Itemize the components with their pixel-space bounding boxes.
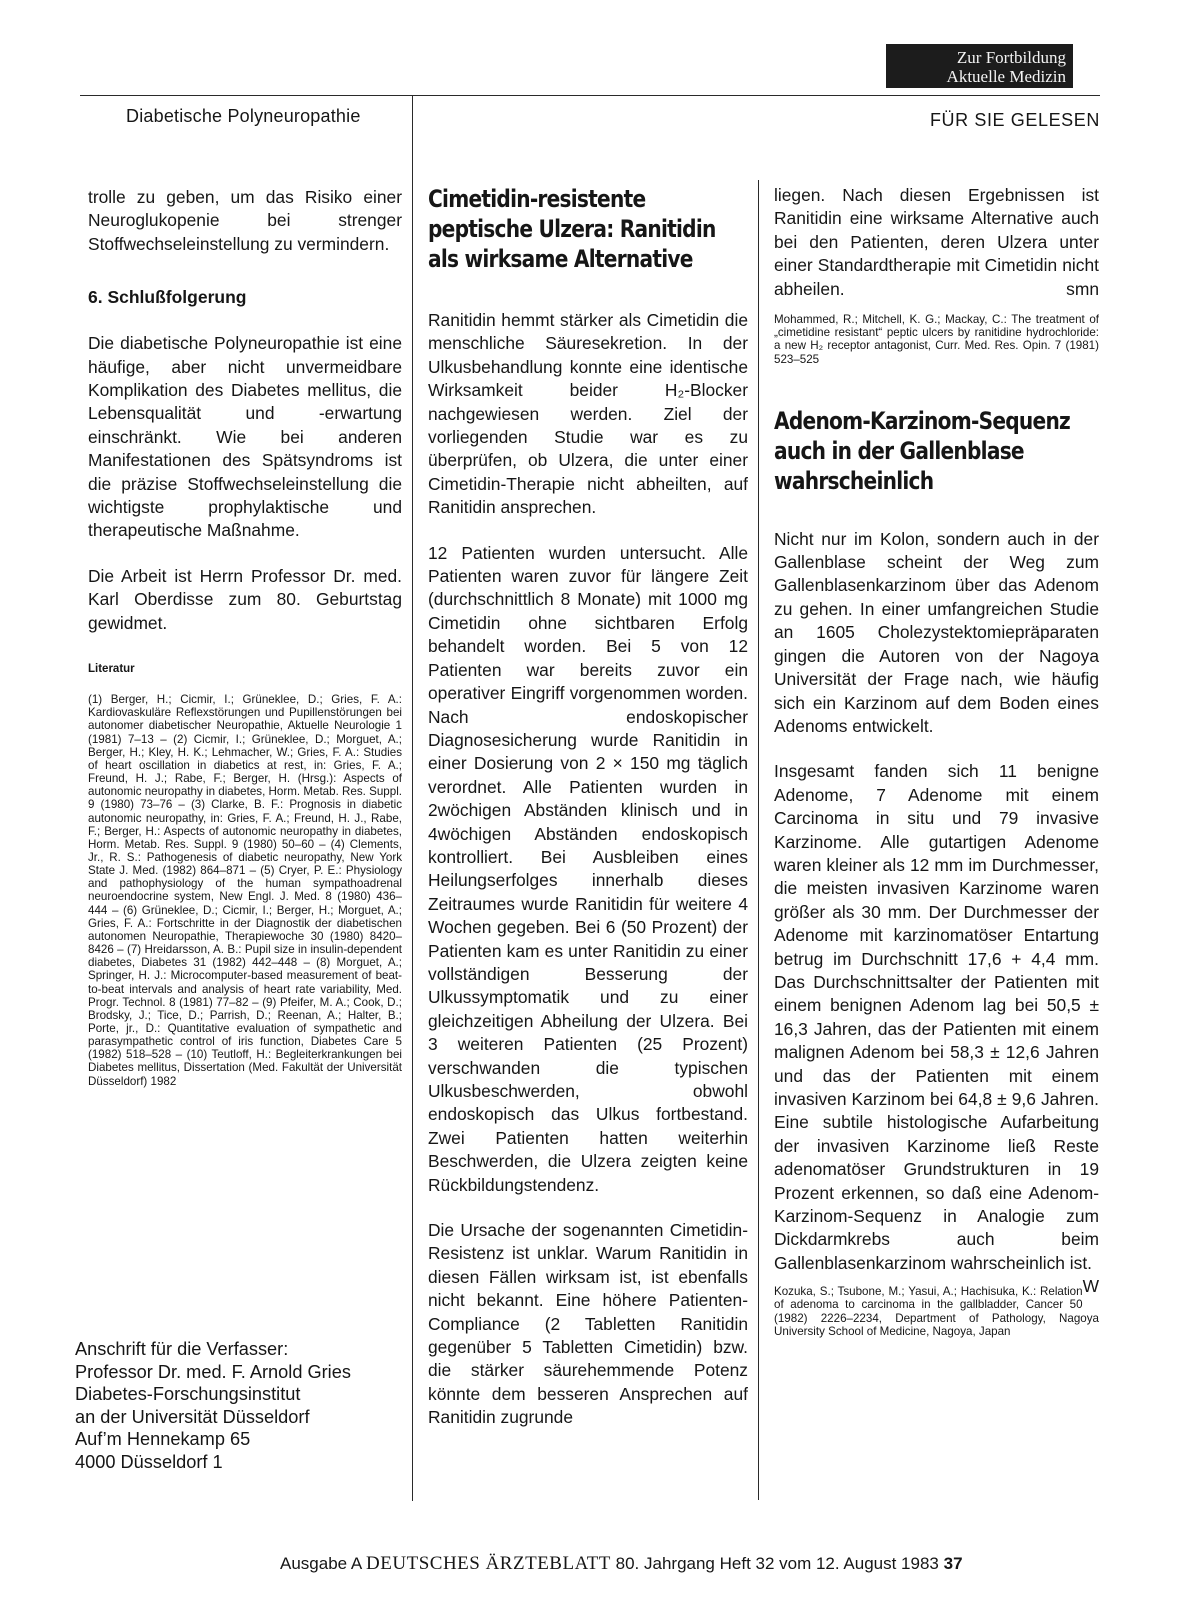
author-sign: W xyxy=(1082,1276,1099,1297)
page-number: 37 xyxy=(943,1554,963,1573)
paragraph: Die Ursache der sogenannten Cimetidin-Resistenz ist unklar. Warum Ranitidin in diesen Fällen wirksam ist, ist ebenfalls nicht bekannt. Eine höhere Patienten-Compliance (2 Tabletten Ranitidin gegenüber 5 Tabletten Cimetidin) bzw. die stärker säurehemmende Potenz könnte dem besseren Ansprechen auf Ranitidin zugrunde xyxy=(428,1220,748,1428)
address-line: Anschrift für die Verfasser: xyxy=(75,1339,289,1359)
address-line: Diabetes-Forschungsinstitut xyxy=(75,1384,301,1404)
article-heading: Adenom-Karzinom-Sequenz auch in der Gallenblase wahrscheinlich xyxy=(774,406,1071,495)
paragraph: trolle zu geben, um das Risiko einer Neuroglukopenie bei strenger Stoffwechseleinstellung zu vermindern. xyxy=(88,187,402,254)
running-head-left: Diabetische Polyneuropathie xyxy=(126,106,361,126)
author-address xyxy=(75,1338,405,1473)
page-footer xyxy=(280,1553,963,1575)
author-sign: smn xyxy=(1066,278,1099,299)
paragraph: Nicht nur im Kolon, sondern auch in der Gallenblase scheint der Weg zum Gallenblasenkarzinom über das Adenom zu gehen. In einer umfangreichen Studie an 1605 Cholezystektomiepräparaten gingen die Autoren von der Nagoya Universität der Frage nach, wie häufig sich ein Karzinom auf dem Boden eines Adenoms entwickelt. xyxy=(774,528,1099,736)
section-heading: 6. Schlußfolgerung xyxy=(88,287,247,308)
literature-title: Literatur xyxy=(88,663,135,676)
paragraph: Ranitidin hemmt stärker als Cimetidin die menschliche Säuresekretion. In der Ulkusbehandlung konnte eine identische Wirksamkeit beider H₂-Blocker nachgewiesen werden. Ziel der vorliegenden Studie war es zu überprüfen, ob Ulzera, die unter einer Cimetidin-Therapie nicht abheilten, auf Ranitidin ansprechen. xyxy=(428,310,748,518)
column-divider-2 xyxy=(758,180,759,1500)
paragraph: Die diabetische Polyneuropathie ist eine häufige, aber nicht unvermeidbare Komplikation des Diabetes mellitus, die Lebensqualität und -erwartung einschränkt. Wie bei anderen Manifestationen des Spätsyndroms ist die präzise Stoffwechseleinstellung die wichtigste prophylaktische und therapeutische Maßnahme. xyxy=(88,333,402,541)
reference: Kozuka, S.; Tsubone, M.; Yasui, A.; Hachisuka, K.: Relation of adenoma to carcinoma in the gallbladder, Cancer 50 (1982) 2226–2234, Department of Pathology, Nagoya University School of Medicine, Nagoya, Japan xyxy=(774,1285,1099,1338)
column-divider-1 xyxy=(412,96,413,1501)
badge-line-2: Aktuelle Medizin xyxy=(946,67,1066,86)
column-3 xyxy=(774,184,1099,1338)
address-line: an der Universität Düsseldorf xyxy=(75,1406,310,1427)
section-badge xyxy=(886,44,1073,88)
paragraph-text: Insgesamt fanden sich 11 benigne Adenome, 7 Adenome mit einem Carcinoma in situ und 79 invasive Karzinome. Alle gutartigen Adenome waren kleiner als 12 mm im Durchmesser, die meisten invasiven Karzinome waren größer als 30 mm. Der Durchmesser der Adenome mit karzinomatöser Entartung betrug im Durchschnitt 17,6 + 4,4 mm. Das Durchschnittsalter der Patienten mit einem benignen Adenom lag bei 50,5 ± 16,3 Jahren, das der Patienten mit einem malignen Adenom bei 58,3 ± 12,6 Jahren und das der Patienten mit einem invasiven Karzinom bei 64,8 ± 9,6 Jahren. Eine subtile histologische Aufarbeitung der invasiven Karzinome ließ Reste adenomatöser Grundstrukturen in 19 Prozent erkennen, so daß eine Adenom-Karzinom-Sequenz in Analogie zum Dickdarmkrebs auch beim Gallenblasenkarzinom wahrscheinlich ist. xyxy=(774,761,1099,1273)
footer-issue: 80. Jahrgang Heft 32 vom 12. August 1983 xyxy=(615,1554,939,1573)
address-line: 4000 Düsseldorf 1 xyxy=(75,1451,223,1472)
paragraph: 12 Patienten wurden untersucht. Alle Patienten waren zuvor für längere Zeit (durchschnittlich 8 Monate) mit 1000 mg Cimetidin ohne sichtbaren Erfolg behandelt worden. Bei 5 von 12 Patienten war bereits zuvor ein operativer Eingriff vorgenommen worden. Nach endoskopischer Diagnosesicherung wurde Ranitidin in einer Dosierung von 2 × 150 mg täglich verordnet. Alle Patienten wurden in 2wöchigen Abständen klinisch und in 4wöchigen Abständen endoskopisch kontrolliert. Bei Ausbleiben eines Heilungserfolges innerhalb dieses Zeitraumes wurde Ranitidin für weitere 4 Wochen gegeben. Bei 6 (50 Prozent) der Patienten kam es unter Ranitidin zu einer vollständigen Besserung der Ulkussymptomatik und zu einer gleichzeitigen Abheilung der Ulzera. Bei 3 weiteren Patienten (25 Prozent) verschwanden die typischen Ulkusbeschwerden, obwohl endoskopisch das Ulkus fortbestand. Zwei Patienten hatten weiterhin Beschwerden, die Ulzera zeigten keine Rückbildungstendenz. xyxy=(428,542,748,1195)
address-line: Professor Dr. med. F. Arnold Gries xyxy=(75,1361,351,1382)
reference: Mohammed, R.; Mitchell, K. G.; Mackay, C.: The treatment of „cimetidine resistant“ peptic ulcers by ranitidine hydrochloride: a new H₂ receptor antagonist, Curr. Med. Res. Opin. 7 (1981) 523–525 xyxy=(774,313,1099,366)
column-1 xyxy=(88,186,402,1088)
badge-line-1: Zur Fortbildung xyxy=(956,48,1066,67)
column-2 xyxy=(428,184,748,1430)
literature-text: (1) Berger, H.; Cicmir, I.; Grüneklee, D.; Gries, F. A.: Kardiovaskuläre Reflexstörungen und Pupillenstörungen bei autonomer diabetischer Neuropathie, Aktuelle Neurologie 1 (1981) 7–13 – (2) Cicmir, I.; Grüneklee, D.; Morguet, A.; Berger, H.; Kley, H. K.; Lehmacher, W.; Gries, F. A.: Studies of heart oscillation in diabetics at rest, in: Gries, F. A.; Freund, H. J.; Rabe, F.; Berger, H. (Hrsg.): Aspects of autonomic neuropathy in diabetes, Horm. Metab. Res. Suppl. 9 (1980) 73–76 – (3) Clarke, B. F.: Prognosis in diabetic autonomic neuropathy, in: Gries, F. A.; Freund, H. J., Rabe, F.; Berger, H.: Aspects of autonomic neuropathy in diabetes, Horm. Metab. Res. Suppl. 9 (1980) 50–60 – (4) Clements, Jr., R. S.: Pathogenesis of diabetic neuropathy, New York State J. Med. (1982) 864–871 – (5) Cryer, P. E.: Physiology and pathophysiology of the human sympathoadrenal neuroendocrine system, New Engl. J. Med. 8 (1980) 436–444 – (6) Grüneklee, D.; Cicmir, I.; Berger, H.; Morguet, A.; Gries, F. A.: Fortschritte in der Diagnostik der diabetischen autonomen Neuropathie, Therapiewoche 30 (1980) 8420–8426 – (7) Hreidarsson, A. B.: Pupil size in insulin-dependent diabetes, Diabetes 31 (1982) 442–448 – (8) Morguet, A.; Springer, H. J.: Microcomputer-based measurement of beat-to-beat intervals and analysis of heart rate variability, Med. Progr. Technol. 8 (1981) 77–82 – (9) Pfeifer, M. A.; Cook, D.; Brodsky, J.; Tice, D.; Parrish, D.; Reenan, A.; Halter, B.; Porte, jr., D.: Quantitative evaluation of sympathetic and parasympathetic control of iris function, Diabetes Care 5 (1982) 518–528 – (10) Teutloff, H.: Begleiterkrankungen bei Diabetes mellitus, Dissertation (Med. Fakultät der Universität Düsseldorf) 1982 xyxy=(88,693,402,1088)
footer-masthead: DEUTSCHES ÄRZTEBLATT xyxy=(366,1553,611,1574)
header-rule xyxy=(80,95,1100,96)
paragraph-text: liegen. Nach diesen Ergebnissen ist Ranitidin eine wirksame Alternative auch bei den Patienten, deren Ulzera unter einer Standardtherapie mit Cimetidin nicht abheilen. xyxy=(774,185,1099,299)
address-line: Auf’m Hennekamp 65 xyxy=(75,1429,251,1449)
paragraph: Die Arbeit ist Herrn Professor Dr. med. Karl Oberdisse zum 80. Geburtstag gewidmet. xyxy=(88,565,402,633)
running-head-right: FÜR SIE GELESEN xyxy=(929,110,1100,130)
paragraph xyxy=(774,760,1099,1297)
footer-edition: Ausgabe A xyxy=(280,1554,362,1573)
article-heading: Cimetidin-resistente peptische Ulzera: Ranitidin als wirksame Alternative xyxy=(428,185,716,273)
paragraph xyxy=(774,184,1099,301)
